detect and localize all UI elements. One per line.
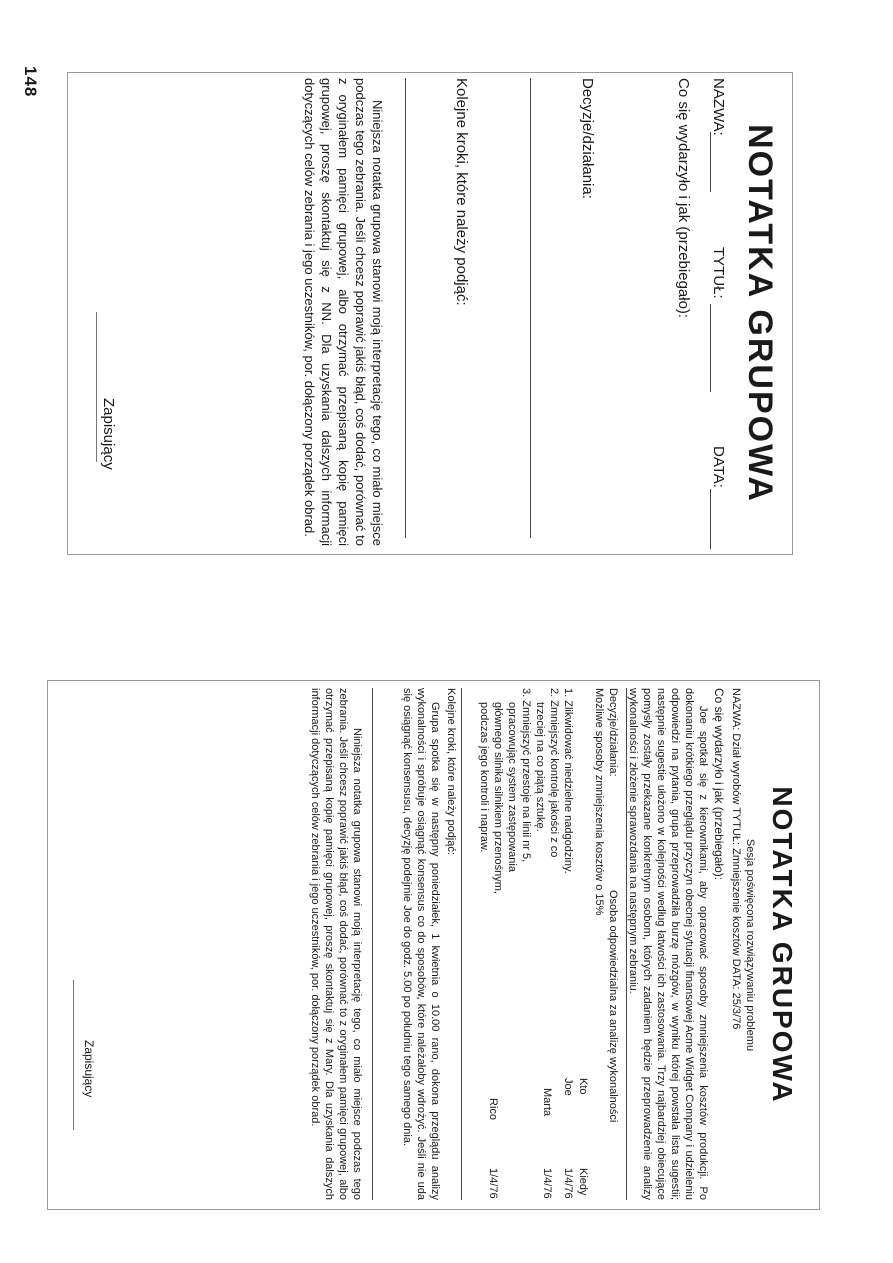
what-happened-label: Co się wydarzyło i jak (przebiegało): (712, 688, 726, 881)
section-divider (461, 688, 462, 1200)
page-number: 148 (21, 66, 40, 98)
responsible-heading: Osoba odpowiedzialna za analizę wykonalności (607, 890, 619, 1123)
action-item-who: Joe (562, 1078, 574, 1096)
session-line: Sesja poświęcona rozwiązywaniu problemu (744, 838, 756, 1052)
action-item-who: Rico (487, 1098, 499, 1121)
name-label: NAZWA: (710, 78, 727, 136)
action-item-who: Marta (541, 1088, 553, 1117)
topic-label: TYTUŁ: (710, 247, 727, 299)
recorder-label: Zapisujący (82, 1040, 96, 1098)
decisions-label: Decyzje/działania: (607, 688, 619, 777)
who-column-header: Kto (577, 1078, 589, 1095)
next-steps-blank-line (405, 78, 406, 538)
what-happened-label: Co się wydarzyło i jak (przebiegało): (675, 78, 692, 319)
recorder-signature-line (73, 980, 74, 1130)
filled-group-memo-form (47, 680, 820, 1210)
decisions-label: Decyzje/działania: (579, 78, 596, 199)
action-item-when: 1/4/76 (541, 1168, 553, 1199)
next-steps-text: Grupa spotka się w następny poniedziałek, 1 kwietnia o 10.00 rano, dokona przeglądu analizy wykonalności i spróbuje osiągnąć konsensus co do sposobów, które należałoby wdrożyć. Jeśli nie uda się osiągnąć konsensusu, decyzję podejmie Joe do godz. 5.00 po południu tego samego dnia. (401, 688, 441, 1200)
section-divider (372, 688, 373, 1200)
when-column-header: Kiedy (577, 1168, 589, 1196)
what-happened-text: Joe spotkał się z kierownikami, aby opracować sposoby zmniejszenia kosztów produkcji. Po dokonaniu krótkiego przeglądu przyczyn obecnej sytuacji finansowej Acme Widget Company i udzieleniu odpowiedzi na pytania, grupa przeprowadziła burzę mózgów, w wyniku której powstała lista sugestii; następnie sugestie ułożono w kolejności według łatwości ich zastosowania. Trzy najbardziej obiecujące pomysły zostały przekazane konkretnym osobom, których zadaniem będzie przeprowadzenie analizy wykonalności i złożenie sprawozdania na następnym zebraniu. (627, 688, 709, 1200)
form-title: NOTATKA GRUPOWA (741, 124, 779, 503)
footer-disclaimer: Niniejsza notatka grupowa stanowi moją interpretację tego, co miało miejsce podczas tego zebrania. Jeśli chcesz poprawić jakiś błąd, coś dodać, porównać to z oryginałem pamięci grupowej, albo otrzymać przepisaną kopię pamięci grupowej, proszę skontaktuj się z Mary. Dla uzyskania dalszych informacji dotyczących celów zebrania i jego uczestników, por. dołączony porządek obrad. (309, 688, 363, 1200)
date-blank-line (710, 489, 711, 549)
recorder-label: Zapisujący (100, 398, 117, 470)
next-steps-label: Kolejne kroki, które należy podjąć: (453, 78, 470, 306)
action-item-line: 1. Zlikwidować niedzielne nadgodziny. (562, 688, 574, 874)
action-item-line: podczas jego kontroli i napraw. (478, 702, 490, 853)
action-item-line: 2. Zmniejszyć kontrolę jakości z co (548, 688, 560, 858)
action-item-line: 3. Zmniejszyć przestoje na linii nr 5, (520, 688, 532, 863)
decisions-blank-line (530, 78, 531, 538)
footer-disclaimer: Niniejsza notatka grupowa stanowi moją interpretację tego, co miało miejsce podczas tego zebrania. Jeśli chcesz poprawić jakiś błąd, coś dodać, porównać to z oryginałem pamięci grupowej, albo otrzymać przepisaną kopię pamięci grupowej, proszę skontaktuj się z NN. Dla uzyskania dalszych informacji dotyczących celów zebrania i jego uczestników, por. dołączony porządek obrad. (302, 78, 385, 546)
topic-blank-line (710, 304, 711, 392)
action-item-line: trzeciej na co piątą sztukę. (534, 702, 546, 832)
header-line: NAZWA: Dział wyrobów TYTUŁ: Zmniejszenie kosztów DATA: 25/3/76 (730, 688, 742, 1030)
action-item-line: opracowując system zastępowania (506, 702, 518, 872)
form-title: NOTATKA GRUPOWA (767, 786, 798, 1104)
name-blank-line (710, 132, 711, 192)
action-item-when: 1/4/76 (562, 1168, 574, 1199)
date-label: DATA: (710, 446, 727, 488)
blank-group-memo-form (67, 72, 793, 555)
action-item-when: 1/4/76 (487, 1168, 499, 1199)
recorder-signature-line (96, 312, 97, 462)
action-item-line: głównego silnika silnikiem przenośnym, (492, 702, 504, 894)
section-divider (626, 688, 627, 1200)
next-steps-label: Kolejne kroki, które należy podjąć: (445, 688, 457, 855)
options-heading: Możliwe sposoby zmniejszenia kosztów o 15% (593, 688, 605, 916)
